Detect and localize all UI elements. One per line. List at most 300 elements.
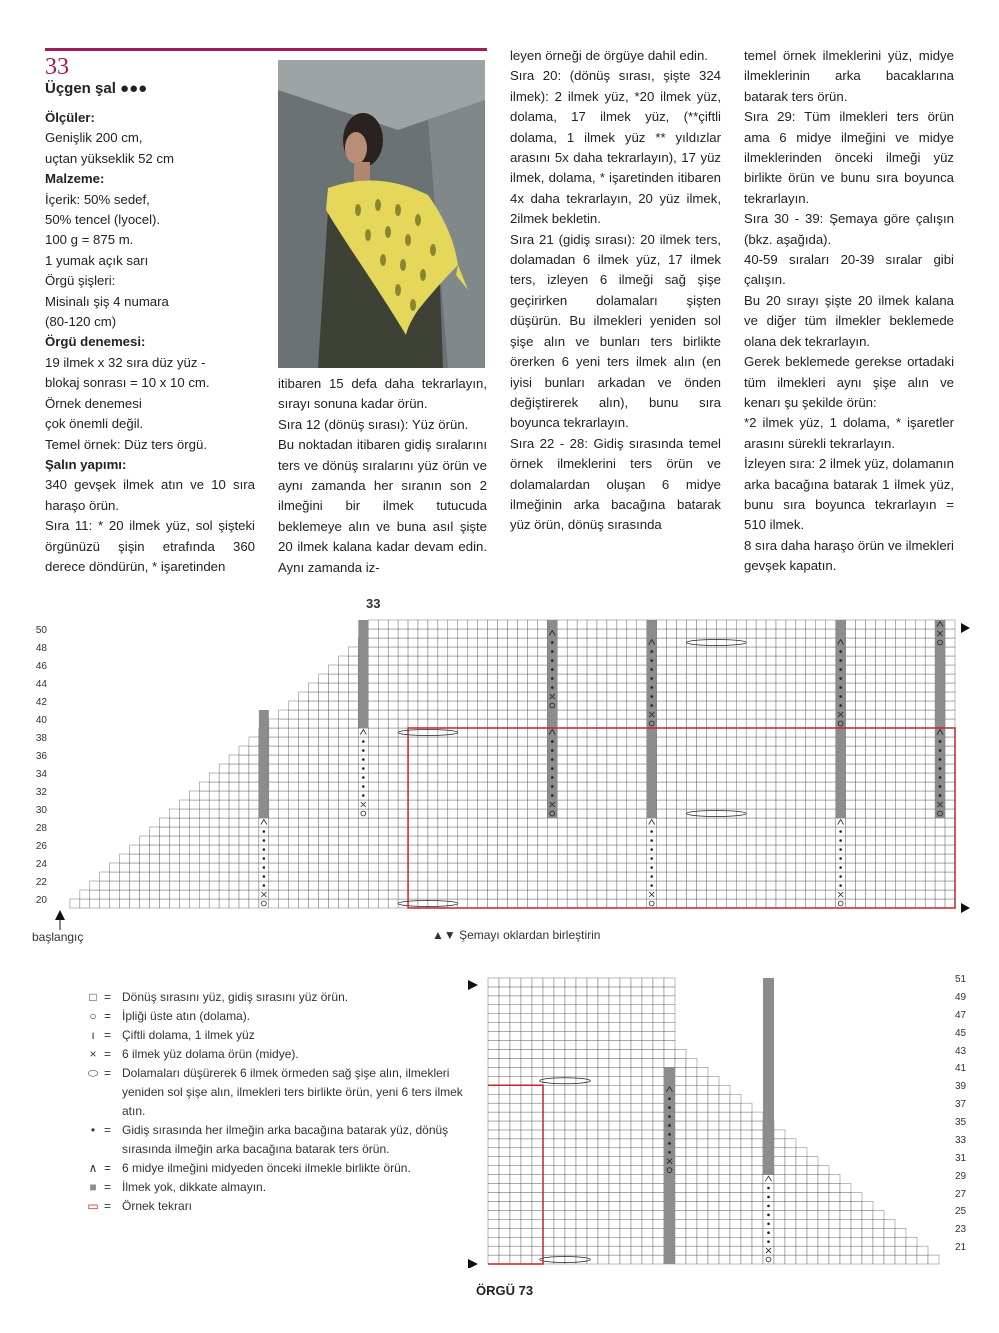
grid-cell [438, 890, 448, 899]
grid-cell [527, 791, 537, 800]
grid-cell [499, 1023, 510, 1032]
legend-symbol-icon: ı [91, 1028, 95, 1042]
grid-cell [653, 1076, 664, 1085]
grid-cell [687, 764, 697, 773]
grid-cell [418, 836, 428, 845]
grid-cell [866, 800, 876, 809]
grid-cell [388, 836, 398, 845]
grid-cell [338, 881, 348, 890]
grid-cell [925, 836, 935, 845]
grid-cell [637, 854, 647, 863]
grid-cell [209, 791, 219, 800]
grid-cell [706, 746, 716, 755]
grid-cell [521, 1184, 532, 1193]
grid-cell [498, 656, 508, 665]
grid-cell [620, 1157, 631, 1166]
grid-cell [289, 773, 299, 782]
grid-cell [587, 836, 597, 845]
grid-cell [806, 791, 816, 800]
grid-cell [448, 656, 458, 665]
grid-cell [428, 809, 438, 818]
grid-cell [517, 755, 527, 764]
grid-cell [597, 836, 607, 845]
grid-cell [607, 863, 617, 872]
grid-cell [627, 791, 637, 800]
grid-cell [110, 872, 120, 881]
grid-cell [620, 1237, 631, 1246]
grid-cell [554, 1148, 565, 1157]
grid-cell [418, 683, 428, 692]
grid-cell [686, 1201, 697, 1210]
grid-cell [657, 692, 667, 701]
grid-cell [925, 674, 935, 683]
grid-cell [576, 1184, 587, 1193]
grid-cell [488, 818, 498, 827]
grid-cell [935, 836, 945, 845]
grid-cell [631, 1032, 642, 1041]
grid-cell [730, 1219, 741, 1228]
grid-cell [687, 665, 697, 674]
grid-cell [637, 836, 647, 845]
grid-cell [358, 899, 368, 908]
grid-cell [895, 881, 905, 890]
grid-cell [478, 620, 488, 629]
grid-cell [521, 1058, 532, 1067]
grid-cell [885, 854, 895, 863]
grid-cell [719, 1157, 730, 1166]
grid-cell [851, 1255, 862, 1264]
grid-cell [945, 818, 955, 827]
grid-cell [289, 719, 299, 728]
grid-cell [617, 755, 627, 764]
grid-cell [408, 890, 418, 899]
grid-cell [607, 890, 617, 899]
grid-cell [726, 773, 736, 782]
grid-cell [895, 746, 905, 755]
grid-cell [642, 1050, 653, 1059]
grid-cell [752, 1121, 763, 1130]
grid-cell [786, 818, 796, 827]
grid-cell [617, 845, 627, 854]
grid-cell [806, 692, 816, 701]
grid-cell [786, 854, 796, 863]
chart2-row-label: 43 [955, 1045, 967, 1057]
grid-cell [774, 1184, 785, 1193]
grid-cell [517, 854, 527, 863]
grid-cell [532, 1130, 543, 1139]
grid-cell [378, 872, 388, 881]
grid-cell [667, 638, 677, 647]
dot-icon [551, 650, 554, 653]
grid-cell [209, 899, 219, 908]
grid-cell [796, 647, 806, 656]
grid-cell [862, 1210, 873, 1219]
grid-cell [816, 620, 826, 629]
chart2-grid [0, 968, 999, 1268]
grid-cell [189, 890, 199, 899]
grid-cell [567, 737, 577, 746]
grid-cell [309, 800, 319, 809]
dot-icon [650, 884, 653, 887]
grid-cell [368, 746, 378, 755]
grid-cell [358, 845, 368, 854]
grid-cell [378, 764, 388, 773]
grid-cell [338, 692, 348, 701]
grid-cell [697, 1112, 708, 1121]
grid-cell [418, 773, 428, 782]
grid-cell [736, 791, 746, 800]
grid-cell [517, 674, 527, 683]
grid-cell [716, 872, 726, 881]
grid-cell [597, 827, 607, 836]
grid-cell [746, 674, 756, 683]
grid-cell [438, 737, 448, 746]
grid-cell [488, 1201, 499, 1210]
grid-cell [756, 692, 766, 701]
grid-cell [388, 728, 398, 737]
grid-cell [348, 872, 358, 881]
grid-cell [796, 638, 806, 647]
grid-cell [329, 845, 339, 854]
grid-cell [577, 683, 587, 692]
grid-cell [776, 683, 786, 692]
grid-cell [537, 728, 547, 737]
grid-cell [895, 1237, 906, 1246]
grid-cell [388, 899, 398, 908]
grid-cell [229, 827, 239, 836]
grid-cell [816, 665, 826, 674]
grid-cell [726, 692, 736, 701]
grid-cell [776, 773, 786, 782]
grid-cell [576, 987, 587, 996]
grid-cell [686, 1237, 697, 1246]
grid-cell [269, 827, 279, 836]
grid-cell [895, 647, 905, 656]
grid-cell [752, 1219, 763, 1228]
grid-cell [159, 827, 169, 836]
grid-cell [846, 899, 856, 908]
grid-cell [577, 701, 587, 710]
grid-cell [597, 746, 607, 755]
grid-cell [521, 1076, 532, 1085]
grid-cell [875, 890, 885, 899]
grid-cell [885, 674, 895, 683]
grid-cell [299, 881, 309, 890]
grid-cell [786, 701, 796, 710]
grid-cell [279, 827, 289, 836]
grid-cell [159, 854, 169, 863]
grid-cell [697, 1067, 708, 1076]
grid-cell [935, 899, 945, 908]
dot-icon [650, 704, 653, 707]
grid-cell [458, 737, 468, 746]
grid-cell [510, 1255, 521, 1264]
grid-cell [697, 1255, 708, 1264]
grid-cell [565, 1032, 576, 1041]
grid-cell [498, 746, 508, 755]
grid-cell [637, 692, 647, 701]
grid-cell [543, 1023, 554, 1032]
grid-cell [687, 647, 697, 656]
grid-cell [866, 755, 876, 764]
grid-cell [587, 1219, 598, 1228]
legend-item: ○ = İpliği üste atın (dolama). [82, 1007, 482, 1026]
grid-cell [319, 845, 329, 854]
grid-cell [488, 773, 498, 782]
legend-text: Gidiş sırasında her ilmeğin arka bacağına batarak yüz, dönüş sırasında ilmeğin arka bacağına batarak ters örün. [122, 1123, 449, 1156]
grid-cell [587, 1067, 598, 1076]
grid-cell [499, 1050, 510, 1059]
grid-cell [716, 827, 726, 836]
grid-cell [458, 899, 468, 908]
grid-cell [532, 1246, 543, 1255]
grid-cell [945, 656, 955, 665]
grid-cell [576, 1157, 587, 1166]
grid-cell [329, 899, 339, 908]
grid-cell [856, 755, 866, 764]
grid-cell [637, 683, 647, 692]
grid-cell [388, 818, 398, 827]
grid-cell [706, 755, 716, 764]
grid-cell [730, 1139, 741, 1148]
grid-cell [617, 827, 627, 836]
grid-cell [478, 890, 488, 899]
grid-cell [80, 890, 90, 899]
grid-cell [488, 1094, 499, 1103]
grid-cell [378, 692, 388, 701]
grid-cell [229, 854, 239, 863]
grid-cell [269, 809, 279, 818]
chart1-row-label: 38 [35, 733, 47, 744]
grid-cell [508, 701, 518, 710]
grid-cell [607, 836, 617, 845]
grid-cell [885, 692, 895, 701]
grid-cell [730, 1237, 741, 1246]
grid-cell [746, 773, 756, 782]
col1-paragraph: Örgü şişleri: [45, 273, 116, 289]
grid-cell [239, 881, 249, 890]
grid-cell [756, 620, 766, 629]
grid-cell [521, 1246, 532, 1255]
grid-cell [398, 854, 408, 863]
grid-cell [567, 890, 577, 899]
grid-cell [510, 987, 521, 996]
grid-cell [716, 737, 726, 746]
grid-cell [935, 890, 945, 899]
grid-cell [468, 674, 478, 683]
dot-icon [650, 650, 653, 653]
grid-cell [488, 845, 498, 854]
grid-cell [677, 683, 687, 692]
grid-cell [806, 737, 816, 746]
grid-cell [488, 1219, 499, 1228]
grid-cell [631, 1228, 642, 1237]
grid-cell [488, 782, 498, 791]
grid-cell [587, 809, 597, 818]
grid-cell [866, 638, 876, 647]
grid-cell [100, 899, 110, 908]
grid-cell [527, 665, 537, 674]
pattern-title: Üçgen şal ●●● [45, 80, 148, 97]
grid-cell [708, 1085, 719, 1094]
grid-cell [776, 701, 786, 710]
grid-cell [537, 665, 547, 674]
grid-cell [499, 1103, 510, 1112]
grid-cell [631, 1103, 642, 1112]
grid-cell [609, 1032, 620, 1041]
grid-cell [408, 683, 418, 692]
grid-cell [657, 638, 667, 647]
grid-cell [642, 1094, 653, 1103]
grid-cell [508, 773, 518, 782]
grid-cell [875, 665, 885, 674]
grid-cell [851, 1219, 862, 1228]
grid-cell [667, 710, 677, 719]
grid-cell [607, 701, 617, 710]
grid-cell [846, 719, 856, 728]
grid-cell [458, 773, 468, 782]
grid-cell [418, 872, 428, 881]
grid-cell [597, 629, 607, 638]
grid-cell [696, 728, 706, 737]
grid-cell [199, 881, 209, 890]
grid-cell [756, 800, 766, 809]
grid-cell [329, 692, 339, 701]
grid-cell [219, 782, 229, 791]
grid-cell [438, 647, 448, 656]
grid-cell [706, 836, 716, 845]
grid-cell [458, 845, 468, 854]
grid-cell [438, 638, 448, 647]
dot-icon [839, 875, 842, 878]
grid-cell [488, 872, 498, 881]
grid-cell [786, 881, 796, 890]
grid-cell [488, 1023, 499, 1032]
grid-cell [846, 629, 856, 638]
grid-cell [388, 854, 398, 863]
grid-cell [687, 683, 697, 692]
grid-cell [873, 1246, 884, 1255]
grid-cell [915, 710, 925, 719]
grid-cell [597, 683, 607, 692]
grid-cell [378, 683, 388, 692]
grid-cell [299, 890, 309, 899]
grid-cell [567, 719, 577, 728]
grid-cell [884, 1255, 895, 1264]
grid-cell [408, 827, 418, 836]
grid-cell [468, 746, 478, 755]
grid-cell [587, 1139, 598, 1148]
grid-cell [418, 809, 428, 818]
grid-cell [846, 755, 856, 764]
grid-cell [368, 674, 378, 683]
grid-cell [488, 764, 498, 773]
grid-cell [915, 674, 925, 683]
grid-cell [438, 827, 448, 836]
grid-cell [708, 1193, 719, 1202]
grid-cell [895, 674, 905, 683]
grid-cell [856, 728, 866, 737]
grid-cell [458, 836, 468, 845]
grid-cell [716, 647, 726, 656]
grid-cell [309, 818, 319, 827]
grid-cell [807, 1246, 818, 1255]
grid-cell [856, 746, 866, 755]
grid-cell [746, 755, 756, 764]
grid-cell [885, 836, 895, 845]
grid-cell [687, 881, 697, 890]
grid-cell [627, 872, 637, 881]
grid-cell [488, 1032, 499, 1041]
grid-cell [378, 701, 388, 710]
grid-cell [677, 719, 687, 728]
grid-cell [209, 881, 219, 890]
grid-cell [598, 1112, 609, 1121]
grid-cell [554, 1210, 565, 1219]
grid-cell [468, 854, 478, 863]
grid-cell [716, 890, 726, 899]
grid-cell [510, 1201, 521, 1210]
dot-icon [650, 686, 653, 689]
grid-cell [726, 872, 736, 881]
no-stitch-column [647, 620, 657, 818]
grid-cell [488, 1076, 499, 1085]
grid-cell [378, 836, 388, 845]
grid-cell [418, 854, 428, 863]
grid-cell [786, 872, 796, 881]
grid-cell [719, 1103, 730, 1112]
grid-cell [667, 809, 677, 818]
grid-cell [885, 755, 895, 764]
grid-cell [895, 764, 905, 773]
grid-cell [756, 719, 766, 728]
grid-cell [846, 791, 856, 800]
grid-cell [686, 1246, 697, 1255]
grid-cell [438, 665, 448, 674]
grid-cell [499, 1130, 510, 1139]
grid-cell [289, 854, 299, 863]
grid-cell [598, 1121, 609, 1130]
grid-cell [438, 809, 448, 818]
grid-cell [269, 863, 279, 872]
grid-cell [239, 746, 249, 755]
grid-cell [209, 836, 219, 845]
grid-cell [826, 800, 836, 809]
grid-cell [816, 692, 826, 701]
grid-cell [851, 1228, 862, 1237]
grid-cell [140, 854, 150, 863]
grid-cell [866, 782, 876, 791]
grid-cell [696, 890, 706, 899]
grid-cell [706, 791, 716, 800]
grid-cell [766, 737, 776, 746]
grid-cell [756, 818, 766, 827]
grid-cell [756, 737, 766, 746]
col1-paragraph: Sıra 11: * 20 ilmek yüz, sol şişteki örgünüzü şişin etrafında 360 derece döndürün, * işaretinden [45, 518, 255, 574]
grid-cell [856, 809, 866, 818]
grid-cell [687, 827, 697, 836]
grid-cell [532, 1175, 543, 1184]
grid-cell [508, 791, 518, 800]
grid-cell [279, 854, 289, 863]
grid-cell [726, 845, 736, 854]
grid-cell [458, 710, 468, 719]
grid-cell [508, 728, 518, 737]
chart1-number: 33 [366, 596, 381, 611]
grid-cell [627, 845, 637, 854]
grid-cell [657, 818, 667, 827]
grid-cell [532, 1121, 543, 1130]
